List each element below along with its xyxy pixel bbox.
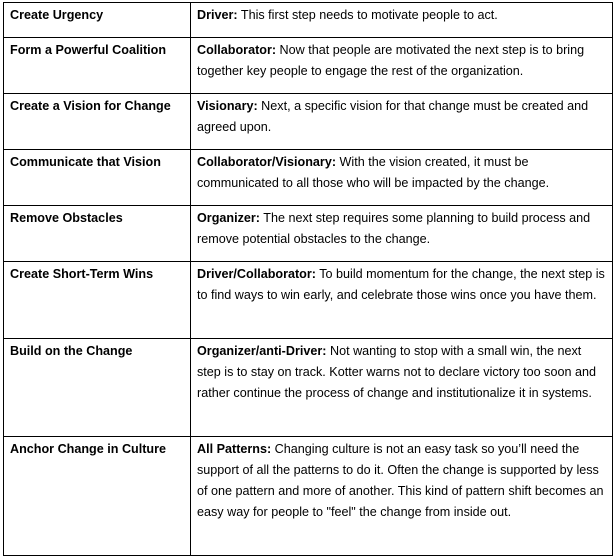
description-text: Now that people are motivated the next step is to bring together key people to engage the rest of the organization.: [197, 43, 585, 78]
step-name: Create Urgency: [4, 3, 191, 38]
step-description: [191, 262, 613, 339]
step-description: [191, 150, 613, 206]
pattern-role: Driver:: [197, 8, 238, 22]
table-row: [4, 150, 613, 206]
step-description: [191, 38, 613, 94]
step-description: [191, 437, 613, 556]
description-text: Next, a specific vision for that change must be created and agreed upon.: [197, 99, 589, 134]
step-name: Remove Obstacles: [4, 206, 191, 262]
table-row: [4, 262, 613, 339]
table-row: [4, 437, 613, 556]
pattern-role: Driver/Collaborator:: [197, 267, 316, 281]
description-text: Changing culture is not an easy task so you’ll need the support of all the patterns to do it. Often the change is supported by less of one pattern and more of another. This kind of pattern shift becomes an easy way for people to "feel" the change from inside out.: [197, 442, 604, 519]
step-name: Create a Vision for Change: [4, 94, 191, 150]
table-row: [4, 339, 613, 437]
description-text: This first step needs to motivate people to act.: [237, 8, 498, 22]
step-description: [191, 94, 613, 150]
pattern-role: All Patterns:: [197, 442, 272, 456]
pattern-role: Collaborator:: [197, 43, 277, 57]
step-name: Communicate that Vision: [4, 150, 191, 206]
table-row: [4, 38, 613, 94]
step-description: [191, 3, 613, 38]
step-description: [191, 206, 613, 262]
change-steps-table: [3, 2, 613, 556]
description-text: The next step requires some planning to build process and remove potential obstacles to the change.: [197, 211, 591, 246]
step-name: Create Short-Term Wins: [4, 262, 191, 339]
pattern-role: Organizer:: [197, 211, 260, 225]
step-name: Anchor Change in Culture: [4, 437, 191, 556]
pattern-role: Organizer/anti-Driver:: [197, 344, 327, 358]
table-row: [4, 206, 613, 262]
table-row: [4, 3, 613, 38]
table-row: [4, 94, 613, 150]
pattern-role: Collaborator/Visionary:: [197, 155, 337, 169]
pattern-role: Visionary:: [197, 99, 258, 113]
step-name: Form a Powerful Coalition: [4, 38, 191, 94]
step-description: [191, 339, 613, 437]
step-name: Build on the Change: [4, 339, 191, 437]
description-text: To build momentum for the change, the next step is to find ways to win early, and celebrate those wins once you have them.: [197, 267, 605, 302]
description-text: Not wanting to stop with a small win, the next step is to stay on track. Kotter warns not to declare victory too soon and rather continue the process of change and institutionalize it in systems.: [197, 344, 597, 400]
description-text: With the vision created, it must be communicated to all those who will be impacted by the change.: [197, 155, 550, 190]
